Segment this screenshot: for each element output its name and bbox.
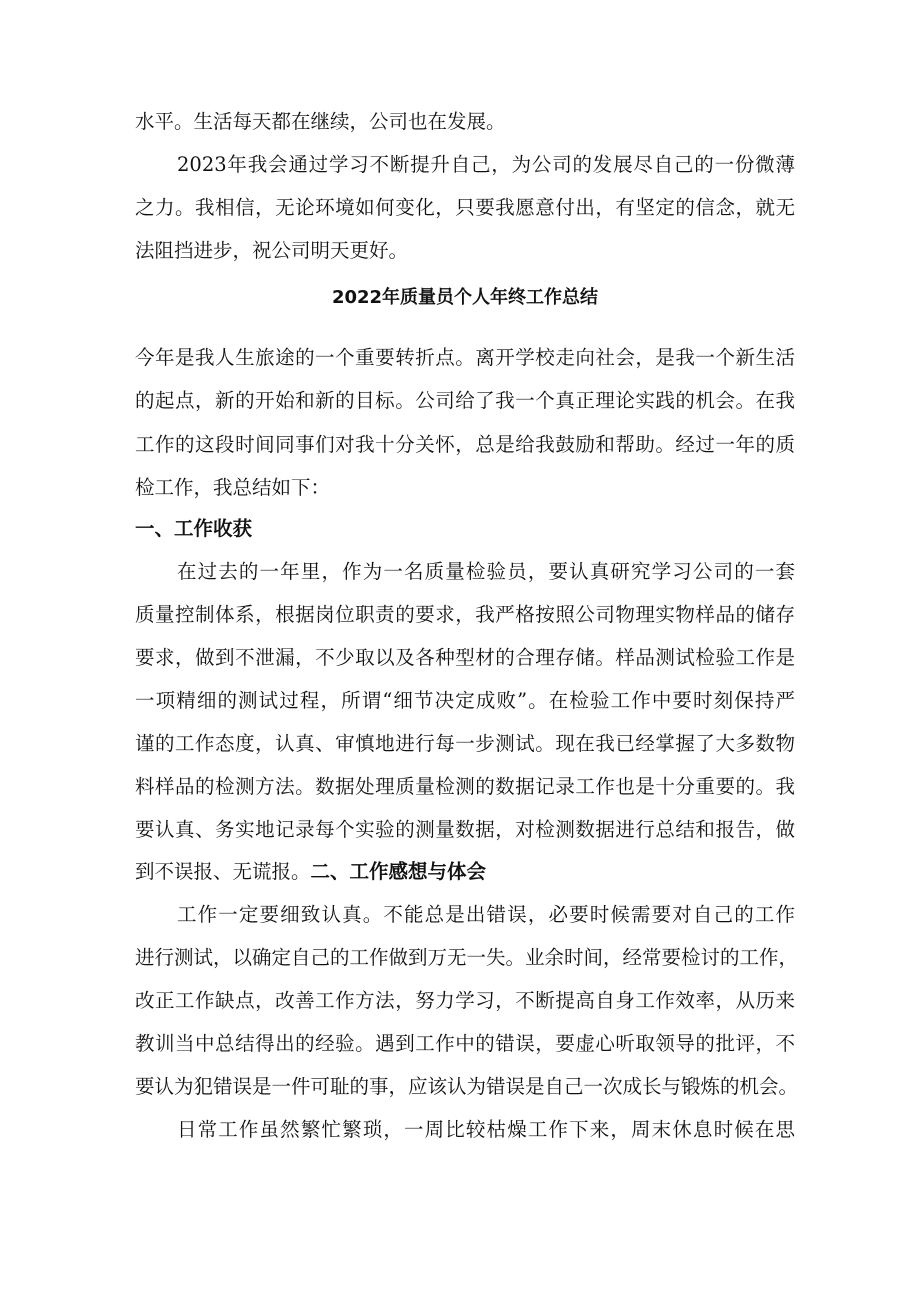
- section1-line-4: 一项精细的测试过程，所谓“细节决定成败”。在检验工作中要时刻保持严: [135, 689, 795, 712]
- intro-line-3: 之力。我相信，无论环境如何变化，只要我愿意付出，有坚定的信念，就无: [135, 196, 795, 219]
- section2-line-3: 改正工作缺点，改善工作方法，努力学习，不断提高自身工作效率，从历来: [135, 989, 795, 1012]
- section2-line-6: 日常工作虽然繁忙繁琐，一周比较枯燥工作下来，周末休息时候在思: [177, 1118, 795, 1141]
- intro-line-2: 2023年我会通过学习不断提升自己，为公司的发展尽自己的一份微薄: [177, 153, 795, 176]
- section1-line-6: 料样品的检测方法。数据处理质量检测的数据记录工作也是十分重要的。我: [135, 775, 795, 798]
- opening-line-1: 今年是我人生旅途的一个重要转折点。离开学校走向社会，是我一个新生活: [135, 346, 795, 369]
- intro-line-1: 水平。生活每天都在继续，公司也在发展。: [135, 110, 506, 133]
- section1-line-5: 谨的工作态度，认真、审慎地进行每一步测试。现在我已经掌握了大多数物: [135, 732, 795, 755]
- section2-line-5: 要认为犯错误是一件可耻的事，应该认为错误是自己一次成长与锻炼的机会。: [135, 1075, 799, 1098]
- section1-line-8-with-heading: [135, 857, 795, 887]
- section1-line-8: 到不误报、无谎报。: [135, 860, 311, 883]
- section2-line-4: 教训当中总结得出的经验。遇到工作中的错误，要虚心听取领导的批评，不: [135, 1032, 795, 1055]
- document-title: 2022年质量员个人年终工作总结: [331, 287, 599, 308]
- opening-line-4: 检工作，我总结如下：: [135, 476, 331, 499]
- section1-line-7: 要认真、务实地记录每个实验的测量数据，对检测数据进行总结和报告，做: [135, 818, 795, 841]
- intro-line-4: 法阻挡进步，祝公司明天更好。: [135, 239, 409, 262]
- section-heading-reflections: 二、工作感想与体会: [310, 860, 487, 883]
- opening-line-2: 的起点，新的开始和新的目标。公司给了我一个真正理论实践的机会。在我: [135, 389, 795, 412]
- section1-line-3: 要求，做到不泄漏，不少取以及各种型材的合理存储。样品测试检验工作是: [135, 646, 795, 669]
- section1-line-1: 在过去的一年里，作为一名质量检验员，要认真研究学习公司的一套: [177, 560, 795, 583]
- section2-line-1: 工作一定要细致认真。不能总是出错误，必要时候需要对自己的工作: [177, 903, 795, 926]
- section1-line-2: 质量控制体系，根据岗位职责的要求，我严格按照公司物理实物样品的储存: [135, 603, 795, 626]
- section-heading-work-gains: 一、工作收获: [135, 517, 253, 540]
- opening-line-3: 工作的这段时间同事们对我十分关怀，总是给我鼓励和帮助。经过一年的质: [135, 433, 795, 456]
- section2-line-2: 进行测试，以确定自己的工作做到万无一失。业余时间，经常要检讨的工作，: [135, 946, 799, 969]
